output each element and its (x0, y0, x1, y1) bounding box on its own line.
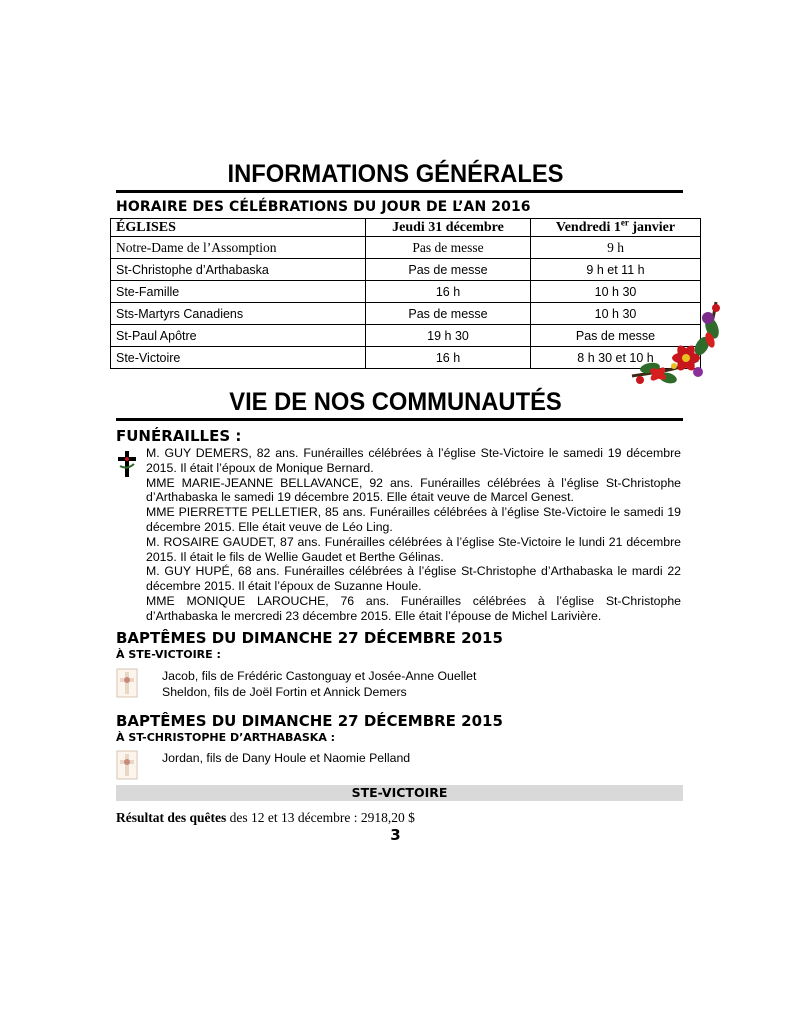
funeral-entry: M. GUY DEMERS, 82 ans. Funérailles célébrées à l’église Ste-Victoire le samedi 19 décembre 2015. Il était l’époux de Monique Bernard. (146, 446, 681, 475)
funeral-entry: MME MONIQUE LAROUCHE, 76 ans. Funérailles célébrées à l’église St-Christophe d’Arthabaska le mercredi 23 décembre 2015. Elle était l’épouse de Michel Larivière. (146, 593, 681, 623)
church-name: St-Christophe d’Arthabaska (111, 259, 366, 281)
funeral-entry: MME PIERRETTE PELLETIER, 85 ans. Funérailles célébrées à l’église Ste-Victoire le samedi 19 décembre 2015. Elle était veuve de Léo Ling. (146, 505, 681, 534)
quetes-text: des 12 et 13 décembre : 2918,20 $ (226, 810, 415, 825)
title-rule (116, 190, 683, 193)
ste-victoire-banner: STE-VICTOIRE (116, 785, 683, 801)
dec31-time: Pas de messe (366, 259, 531, 281)
header-dec31: Jeudi 31 décembre (366, 219, 531, 237)
baptism-cross-icon (116, 668, 138, 698)
dec31-time: 16 h (366, 281, 531, 303)
table-row (111, 281, 701, 303)
baptisms1-place: À STE-VICTOIRE : (116, 648, 221, 661)
schedule-header-row (111, 219, 701, 237)
dec31-time: 16 h (366, 347, 531, 369)
schedule-subtitle: HORAIRE DES CÉLÉBRATIONS DU JOUR DE L’AN 2016 (116, 199, 531, 215)
table-row (111, 325, 701, 347)
dec31-time: Pas de messe (366, 237, 531, 259)
baptisms2-title: BAPTÊMES DU DIMANCHE 27 DÉCEMBRE 2015 (116, 712, 503, 730)
jan1-time: 10 h 30 (531, 303, 701, 325)
page-number: 3 (390, 826, 401, 844)
church-name: St-Paul Apôtre (111, 325, 366, 347)
baptisms1-names (162, 668, 476, 700)
funeral-entry: M. GUY HUPÉ, 68 ans. Funérailles célébrées à l’église St-Christophe d’Arthabaska le mardi 22 décembre 2015. Il était l’époux de Suzanne Houle. (146, 564, 681, 594)
funeral-entry: MME MARIE-JEANNE BELLAVANCE, 92 ans. Funérailles célébrées à l’église St-Christophe d’Arthabaska le samedi 19 décembre 2015. Elle était veuve de Marcel Genest. (146, 475, 681, 505)
schedule-table (110, 218, 701, 369)
baptism-cross-icon (116, 750, 138, 780)
church-name: Notre-Dame de l’Assomption (111, 237, 366, 259)
jan1-time: 10 h 30 (531, 281, 701, 303)
baptism-entry: Sheldon, fils de Joël Fortin et Annick Demers (162, 685, 407, 699)
communities-rule (116, 418, 683, 421)
funerals-label: FUNÉRAILLES : (116, 427, 242, 445)
poinsettia-decoration (628, 298, 724, 390)
table-row (111, 347, 701, 369)
baptisms1-title: BAPTÊMES DU DIMANCHE 27 DÉCEMBRE 2015 (116, 629, 503, 647)
info-title: INFORMATIONS GÉNÉRALES (227, 160, 564, 188)
funerals-list (146, 446, 681, 624)
communities-title: VIE DE NOS COMMUNAUTÉS (229, 388, 562, 416)
table-row (111, 303, 701, 325)
jan1-time: 8 h 30 et 10 h (531, 347, 701, 369)
baptisms2-names (162, 750, 410, 766)
table-row (111, 237, 701, 259)
baptism-entry: Jacob, fils de Frédéric Castonguay et Josée-Anne Ouellet (162, 669, 477, 683)
header-jan1: Vendredi 1er janvier (531, 219, 701, 237)
church-name: Sts-Martyrs Canadiens (111, 303, 366, 325)
jan1-time: Pas de messe (531, 325, 701, 347)
quetes-label: Résultat des quêtes (116, 810, 227, 825)
church-name: Ste-Famille (111, 281, 366, 303)
jan1-time: 9 h et 11 h (531, 259, 701, 281)
dec31-time: 19 h 30 (366, 325, 531, 347)
table-row (111, 259, 701, 281)
dec31-time: Pas de messe (366, 303, 531, 325)
header-churches: ÉGLISES (111, 219, 366, 237)
funeral-entry: M. ROSAIRE GAUDET, 87 ans. Funérailles célébrées à l’église Ste-Victoire le lundi 21 décembre 2015. Il était le fils de Wellie Gaudet et Berthe Gélinas. (146, 534, 681, 564)
baptism-entry: Jordan, fils de Dany Houle et Naomie Pelland (162, 751, 411, 765)
quetes-line (116, 810, 415, 826)
cross-icon (116, 450, 138, 478)
baptisms2-place: À ST-CHRISTOPHE D’ARTHABASKA : (116, 731, 336, 744)
jan1-time: 9 h (531, 237, 701, 259)
church-name: Ste-Victoire (111, 347, 366, 369)
